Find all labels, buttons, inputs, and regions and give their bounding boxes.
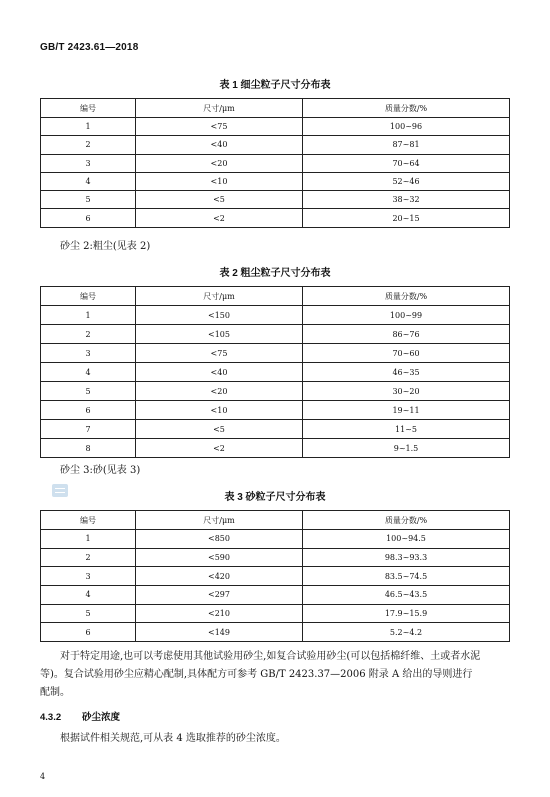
table-row	[41, 191, 510, 209]
cell-id: 6	[41, 401, 136, 420]
cell-id: 3	[41, 567, 136, 586]
paragraph-line-2: 等)。复合试验用砂尘应精心配制,具体配方可参考 GB/T 2423.37—2006 附录 A 给出的导则进行	[40, 669, 473, 680]
cell-id: 4	[41, 172, 136, 190]
cell-size: <2	[136, 209, 303, 227]
cell-mass: 83.5~74.5	[303, 567, 510, 586]
cell-id: 5	[41, 604, 136, 623]
col-header-mass: 质量分数/%	[303, 287, 510, 306]
table-row	[41, 306, 510, 325]
cell-id: 1	[41, 306, 136, 325]
cell-mass: 17.9~15.9	[303, 604, 510, 623]
cell-id: 2	[41, 136, 136, 154]
paragraph-line-3: 配制。	[40, 687, 70, 698]
table-row	[41, 118, 510, 136]
cell-mass: 100~94.5	[303, 530, 510, 549]
cell-size: <10	[136, 172, 303, 190]
cell-size: <40	[136, 136, 303, 154]
table-row	[41, 325, 510, 344]
standard-number: GB/T 2423.61—2018	[40, 42, 139, 53]
section-heading	[40, 709, 120, 723]
table-row	[41, 586, 510, 605]
table-row	[41, 154, 510, 172]
table-row	[41, 172, 510, 190]
table-row	[41, 401, 510, 420]
page-number: 4	[40, 772, 46, 781]
col-header-mass: 质量分数/%	[303, 99, 510, 118]
paragraph-line-1: 对于特定用途,也可以考虑使用其他试验用砂尘,如复合试验用砂尘(可以包括棉纤维、土或者水泥	[60, 651, 481, 662]
table2-caption: 表 2 粗尘粒子尺寸分布表	[219, 268, 331, 279]
cell-mass: 70~60	[303, 344, 510, 363]
table-row	[41, 604, 510, 623]
table-row	[41, 530, 510, 549]
cell-mass: 46.5~43.5	[303, 586, 510, 605]
table3-caption: 表 3 砂粒子尺寸分布表	[224, 492, 326, 503]
table-row	[41, 136, 510, 154]
cell-size: <210	[136, 604, 303, 623]
cell-size: <149	[136, 623, 303, 642]
cell-mass: 19~11	[303, 401, 510, 420]
col-header-id: 编号	[41, 287, 136, 306]
cell-size: <105	[136, 325, 303, 344]
cell-mass: 100~96	[303, 118, 510, 136]
dust2-intro: 砂尘 2:粗尘(见表 2)	[60, 241, 151, 252]
table-row	[41, 439, 510, 458]
cell-id: 5	[41, 191, 136, 209]
cell-mass: 87~81	[303, 136, 510, 154]
cell-size: <297	[136, 586, 303, 605]
cell-mass: 46~35	[303, 363, 510, 382]
cell-size: <2	[136, 439, 303, 458]
cell-mass: 30~20	[303, 382, 510, 401]
cell-mass: 70~64	[303, 154, 510, 172]
table-row	[41, 623, 510, 642]
table-row	[41, 548, 510, 567]
table-row	[41, 382, 510, 401]
dust3-intro: 砂尘 3:砂(见表 3)	[60, 465, 141, 476]
cell-mass: 9~1.5	[303, 439, 510, 458]
section-title: 砂尘浓度	[82, 712, 121, 723]
cell-mass: 98.3~93.3	[303, 548, 510, 567]
table1-caption: 表 1 细尘粒子尺寸分布表	[219, 80, 331, 91]
table-row	[41, 344, 510, 363]
cell-mass: 86~76	[303, 325, 510, 344]
col-header-mass: 质量分数/%	[303, 511, 510, 530]
cell-id: 2	[41, 325, 136, 344]
cell-id: 5	[41, 382, 136, 401]
table2	[40, 286, 510, 458]
cell-size: <10	[136, 401, 303, 420]
table3	[40, 510, 510, 642]
cell-id: 3	[41, 344, 136, 363]
cell-size: <850	[136, 530, 303, 549]
table-row	[41, 567, 510, 586]
cell-mass: 100~99	[303, 306, 510, 325]
cell-mass: 5.2~4.2	[303, 623, 510, 642]
cell-mass: 11~5	[303, 420, 510, 439]
table-row	[41, 363, 510, 382]
cell-id: 3	[41, 154, 136, 172]
col-header-size: 尺寸/μm	[136, 511, 303, 530]
col-header-size: 尺寸/μm	[136, 287, 303, 306]
cell-size: <420	[136, 567, 303, 586]
cell-id: 1	[41, 530, 136, 549]
section-number: 4.3.2	[40, 712, 62, 723]
cell-mass: 20~15	[303, 209, 510, 227]
col-header-size: 尺寸/μm	[136, 99, 303, 118]
cell-size: <20	[136, 154, 303, 172]
cell-size: <20	[136, 382, 303, 401]
cell-id: 6	[41, 209, 136, 227]
col-header-id: 编号	[41, 511, 136, 530]
table1	[40, 98, 510, 228]
table-row	[41, 209, 510, 227]
section-text: 根据试件相关规范,可从表 4 选取推荐的砂尘浓度。	[60, 733, 286, 744]
cell-size: <5	[136, 420, 303, 439]
cell-id: 4	[41, 586, 136, 605]
cell-id: 2	[41, 548, 136, 567]
cell-size: <40	[136, 363, 303, 382]
table-row	[41, 420, 510, 439]
cell-size: <150	[136, 306, 303, 325]
cell-id: 8	[41, 439, 136, 458]
cell-mass: 38~32	[303, 191, 510, 209]
cell-id: 6	[41, 623, 136, 642]
cell-mass: 52~46	[303, 172, 510, 190]
cell-id: 1	[41, 118, 136, 136]
cell-size: <590	[136, 548, 303, 567]
cell-size: <75	[136, 118, 303, 136]
col-header-id: 编号	[41, 99, 136, 118]
cell-id: 7	[41, 420, 136, 439]
cell-id: 4	[41, 363, 136, 382]
cell-size: <5	[136, 191, 303, 209]
cell-size: <75	[136, 344, 303, 363]
